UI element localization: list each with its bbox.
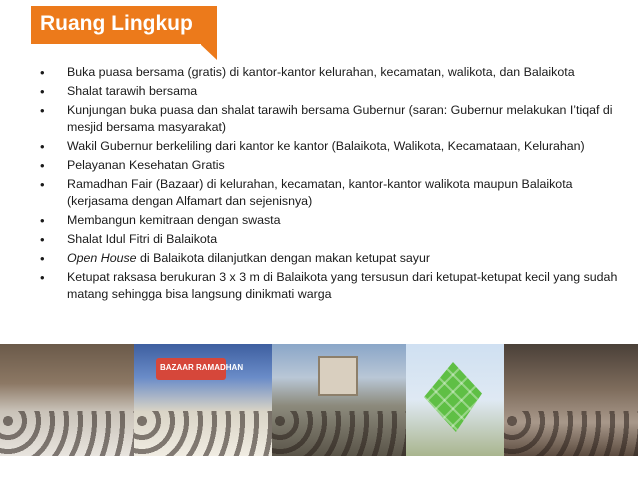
bullet-text: Shalat Idul Fitri di Balaikota <box>67 232 218 246</box>
list-item <box>40 102 625 136</box>
list-item <box>40 231 625 248</box>
crowd-shape <box>272 411 406 456</box>
photo-strip <box>0 344 638 456</box>
slide-title: Ruang Lingkup <box>40 12 193 35</box>
crowd-shape <box>0 411 134 456</box>
photo-iftar-gathering <box>0 344 134 456</box>
bullet-emphasis: Open House <box>67 251 137 265</box>
building-shape <box>318 356 358 396</box>
bullet-text: Membangun kemitraan dengan swasta <box>67 213 281 227</box>
list-item <box>40 176 625 210</box>
bullet-icon: • <box>40 158 45 173</box>
bullet-icon: • <box>40 139 45 154</box>
bullet-text: Ketupat raksasa berukuran 3 x 3 m di Balaikota yang tersusun dari ketupat-ketupat kecil yang sudah matang sehingga bisa langsung dinikmati warga <box>67 270 618 301</box>
bullet-text: Ramadhan Fair (Bazaar) di kelurahan, kecamatan, kantor-kantor walikota maupun Balaikota (kerjasama dengan Alfamart dan sejenisnya) <box>67 177 573 208</box>
list-item <box>40 250 625 267</box>
list-item <box>40 157 625 174</box>
bullet-text: Pelayanan Kesehatan Gratis <box>67 158 225 172</box>
title-banner-tab <box>201 6 217 60</box>
list-item <box>40 269 625 303</box>
list-item <box>40 83 625 100</box>
ketupat-weave-shape <box>424 362 482 432</box>
bazaar-banner <box>156 358 244 380</box>
photo-bazaar <box>134 344 272 456</box>
list-item <box>40 212 625 229</box>
bullet-text: Wakil Gubernur berkeliling dari kantor ke kantor (Balaikota, Walikota, Kecamataan, Kelurahan) <box>67 139 585 153</box>
bullet-text: di Balaikota dilanjutkan dengan makan ketupat sayur <box>136 251 431 265</box>
list-item <box>40 64 625 81</box>
bullet-text: Shalat tarawih bersama <box>67 84 198 98</box>
bullet-icon: • <box>40 251 45 266</box>
crowd-shape <box>504 411 638 456</box>
bullet-icon: • <box>40 65 45 80</box>
list-item <box>40 138 625 155</box>
photo-eid-prayer <box>272 344 406 456</box>
bullet-icon: • <box>40 103 45 118</box>
photo-open-house <box>504 344 638 456</box>
photo-giant-ketupat <box>406 344 504 456</box>
bullet-icon: • <box>40 270 45 285</box>
bullet-text: Buka puasa bersama (gratis) di kantor-kantor kelurahan, kecamatan, walikota, dan Balaikota <box>67 65 575 79</box>
bullet-icon: • <box>40 177 45 192</box>
bullet-icon: • <box>40 232 45 247</box>
scope-bullet-list <box>40 64 625 305</box>
bullet-icon: • <box>40 84 45 99</box>
bullet-text: Kunjungan buka puasa dan shalat tarawih bersama Gubernur (saran: Gubernur melakukan I’tiqaf di mesjid bersama masyarakat) <box>67 103 613 134</box>
bazaar-banner-text: BAZAAR RAMADHAN <box>160 363 244 372</box>
bullet-icon: • <box>40 213 45 228</box>
title-banner <box>31 6 201 44</box>
crowd-shape <box>134 411 272 456</box>
